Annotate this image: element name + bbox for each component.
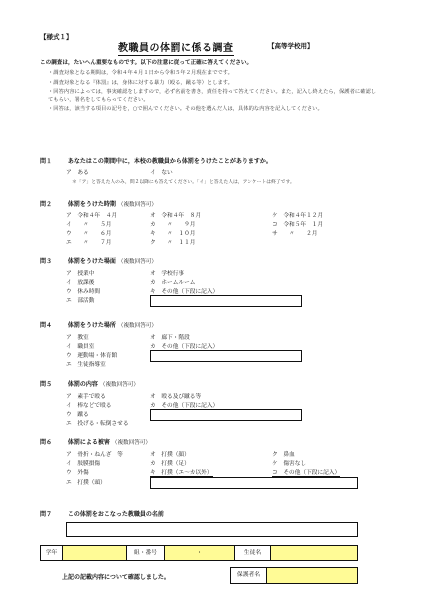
q6-other-input[interactable] — [150, 477, 358, 489]
q5-option-other[interactable]: カ その他（下段に記入） — [150, 400, 218, 410]
q3-option[interactable]: ウ 休み時間 — [66, 289, 101, 295]
question-sub: （複数回答可） — [117, 259, 158, 265]
q1-option-i[interactable]: イ ない — [150, 170, 173, 176]
q4-other-input[interactable] — [150, 350, 302, 362]
teacher-name-input[interactable] — [66, 522, 358, 537]
question-text: この体罰をおこなった教職員の名前 — [67, 511, 164, 518]
question-sub: （複数回答可） — [99, 382, 140, 388]
question-number: 問３ — [40, 258, 53, 265]
q6-option[interactable]: エ 打撲（頭） — [66, 480, 106, 486]
q6-option[interactable]: ク 鼻血 — [272, 452, 295, 458]
question-sub: （複数回答可） — [117, 323, 158, 329]
q2-option[interactable]: サ 〃 ２月 — [272, 231, 318, 237]
q3-option-other[interactable]: キ その他（下段に記入） — [150, 286, 218, 296]
instructions — [48, 70, 378, 116]
question-6 — [40, 437, 151, 446]
q4-option[interactable]: エ 生徒指導室 — [66, 362, 106, 368]
class-number-separator: ・ — [196, 550, 203, 556]
q2-option[interactable]: コ 令和５年 １月 — [272, 222, 324, 228]
class-number-input[interactable] — [165, 546, 235, 560]
school-type-label: 【高等学校用】 — [268, 42, 314, 50]
question-4 — [40, 320, 157, 329]
question-text: 体罰をうけた場所 — [67, 322, 116, 329]
q4-option[interactable]: ウ 運動場・体育館 — [66, 353, 118, 359]
q2-option[interactable]: カ 〃 ９月 — [150, 222, 196, 228]
grade-input[interactable] — [63, 546, 127, 560]
q5-option[interactable]: エ 投げる・転倒させる — [66, 421, 129, 427]
question-3 — [40, 256, 157, 265]
q5-option[interactable]: ア 素手で殴る — [66, 394, 106, 400]
grade-label: 学年 — [41, 546, 63, 560]
q2-option[interactable]: ク 〃 １１月 — [150, 240, 196, 246]
q2-option[interactable]: キ 〃 １０月 — [150, 231, 196, 237]
q5-option[interactable]: ウ 蹴る — [66, 412, 89, 418]
q2-option[interactable]: ケ 令和４年１２月 — [272, 213, 324, 219]
question-sub: （複数回答可） — [111, 440, 152, 446]
guardian-name-input[interactable] — [267, 568, 357, 583]
q3-option[interactable]: エ 部活動 — [66, 298, 95, 304]
q3-option[interactable]: オ 学校行事 — [150, 271, 185, 277]
question-number: 問６ — [40, 439, 53, 446]
q1-option-a[interactable]: ア ある — [66, 170, 89, 176]
q6-option[interactable]: ケ 傷害なし — [272, 461, 307, 467]
question-text: 体罰による被害 — [67, 439, 110, 446]
question-number: 問１ — [40, 158, 53, 165]
question-number: 問７ — [40, 511, 53, 518]
question-text: 体罰をうけた時期 — [67, 201, 116, 208]
student-name-input[interactable] — [271, 546, 357, 560]
guardian-signature-table — [230, 567, 358, 584]
q6-option[interactable]: カ 打撲（足） — [150, 461, 190, 467]
question-number: 問５ — [40, 381, 53, 388]
question-text: 体罰の内容 — [67, 381, 98, 388]
form-type-label: 【様式１】 — [40, 33, 73, 41]
q6-option[interactable]: キ 打撲（エ～カ以外） — [150, 467, 213, 477]
q4-option[interactable]: オ 廊下・階段 — [150, 335, 190, 341]
q3-option[interactable]: イ 放課後 — [66, 280, 95, 286]
instruction-item: ・回答内容によっては，事実確認をしますので，必ず名前を書き，責任を持って答えてください。また，記入し終えたら，保護者に確認してもらい，署名をしてもらってください。 — [48, 89, 377, 103]
q6-option-other[interactable]: コ その他（下段に記入） — [272, 467, 340, 477]
q5-option[interactable]: オ 殴る及び蹴る等 — [150, 394, 202, 400]
q3-option[interactable]: カ ホームルーム — [150, 280, 196, 286]
instruction-item: ・調査対象となる『体罰』は，身体に対する暴力（殴る，蹴る等）とします。 — [48, 79, 233, 86]
q3-option[interactable]: ア 授業中 — [66, 271, 95, 277]
instruction-item: ・回答は，該当する項目の記号を，○で囲んでください。その他を選んだ人は，具体的な内容を記入してください。 — [48, 106, 323, 113]
q4-option-other[interactable]: カ その他（下段に記入） — [150, 341, 218, 351]
question-7 — [40, 509, 164, 518]
question-text: あなたはこの期間中に，本校の教職員から体罰をうけたことがありますか。 — [67, 158, 272, 165]
q2-option[interactable]: オ 令和４年 ８月 — [150, 213, 202, 219]
question-2 — [40, 199, 157, 208]
q1-note: ＊「ア」と答えた人のみ，問２以降にも答えてください。「イ」と答えた人は，アンケートは終了です。 — [72, 180, 295, 185]
q6-option[interactable]: ウ 外傷 — [66, 470, 89, 476]
class-number-label: 組・番号 — [127, 546, 165, 560]
student-info-table — [40, 545, 358, 561]
page-title: 教職員の体罰に係る調査 — [118, 39, 234, 56]
confirmation-text: 上記の記載内容について確認しました。 — [62, 574, 170, 581]
q2-option[interactable]: ウ 〃 ６月 — [66, 231, 112, 237]
question-number: 問４ — [40, 322, 53, 329]
q4-option[interactable]: ア 教室 — [66, 335, 89, 341]
q2-option[interactable]: ア 令和４年 ４月 — [66, 213, 118, 219]
q6-option[interactable]: オ 打撲（顔） — [150, 452, 190, 458]
question-text: 体罰をうけた場面 — [67, 258, 116, 265]
q4-option[interactable]: イ 職員室 — [66, 344, 95, 350]
q6-option[interactable]: イ 肢膜損傷 — [66, 461, 101, 467]
q2-option[interactable]: イ 〃 ５月 — [66, 222, 112, 228]
q6-option[interactable]: ア 骨折・ねんざ 等 — [66, 452, 123, 458]
q2-option[interactable]: エ 〃 ７月 — [66, 240, 112, 246]
q3-other-input[interactable] — [150, 295, 302, 307]
q5-other-input[interactable] — [150, 409, 302, 421]
q5-option[interactable]: イ 棒などで殴る — [66, 403, 112, 409]
question-5 — [40, 379, 139, 388]
intro-text: この調査は，たいへん重要なものです。以下の注意に従って正確に答えてください。 — [40, 60, 253, 66]
instruction-item: ・調査対象となる期間は，令和４年４月１日から令和５年２月現在までです。 — [48, 70, 233, 76]
question-number: 問２ — [40, 201, 53, 208]
question-1 — [40, 156, 272, 165]
guardian-name-label: 保護者名 — [231, 568, 267, 583]
question-sub: （複数回答可） — [117, 202, 158, 208]
student-name-label: 生徒名 — [235, 546, 271, 560]
